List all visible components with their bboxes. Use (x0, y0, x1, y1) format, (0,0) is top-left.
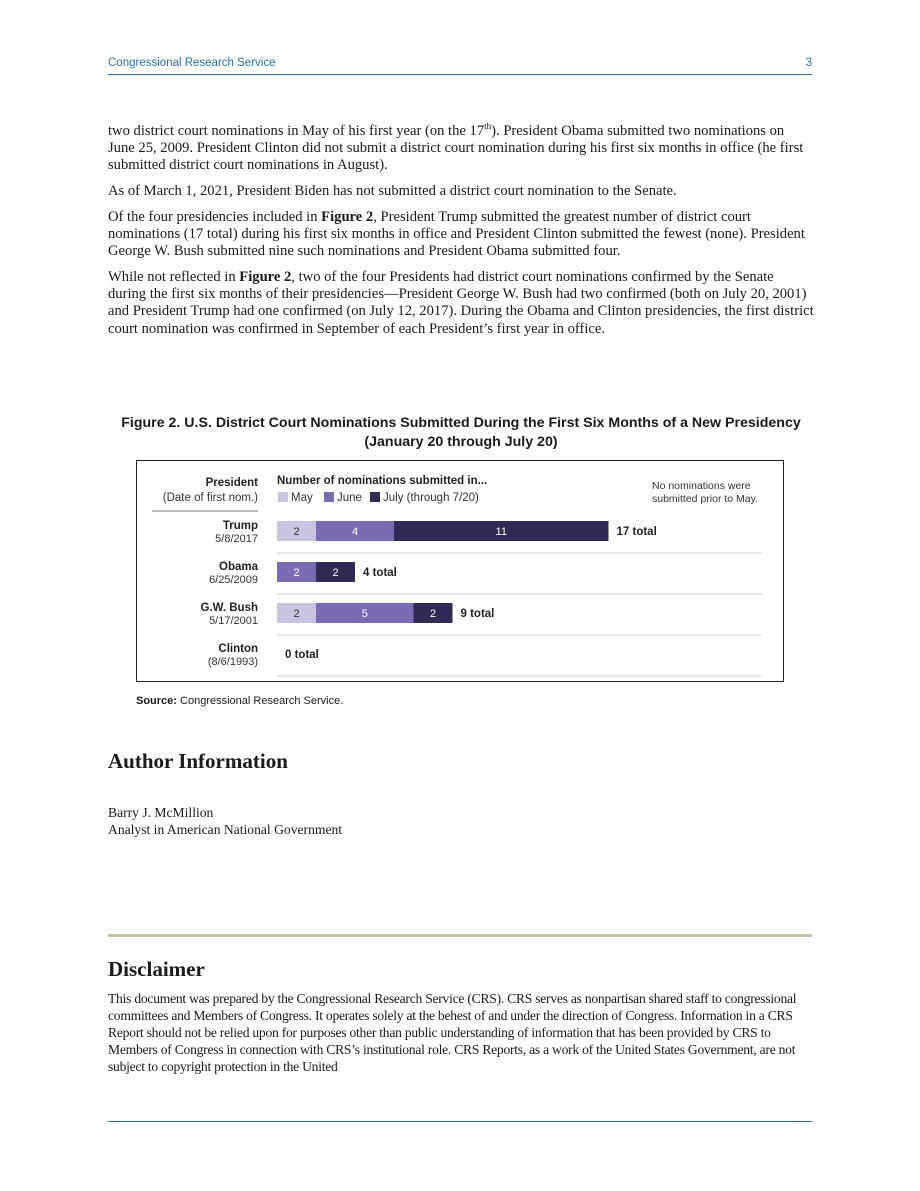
bar-value-label: 2 (293, 526, 300, 538)
paragraph-2: As of March 1, 2021, President Biden has not submitted a district court nomination to the Senate. (108, 183, 677, 200)
header-org: Congressional Research Service (108, 57, 276, 69)
row-date-label: 5/8/2017 (215, 533, 258, 545)
row-date-label: 5/17/2001 (209, 615, 258, 627)
chart-header-title: Number of nominations submitted in... (277, 475, 488, 487)
figure-ref[interactable]: Figure 2 (321, 208, 374, 225)
legend-swatch-1 (324, 492, 334, 502)
bar-value-label: 4 (351, 526, 359, 538)
row-president-label: Clinton (218, 643, 258, 655)
chart-frame (136, 460, 784, 682)
legend-label-1: June (337, 492, 362, 504)
author-title: Analyst in American National Government (108, 822, 343, 837)
row-date-label: (8/6/1993) (207, 656, 258, 668)
page-number: 3 (805, 57, 812, 69)
page-header (108, 57, 812, 75)
row-president-label: Obama (219, 561, 258, 573)
section-divider (108, 934, 812, 937)
bar-value-label: 11 (495, 526, 507, 538)
chart-header-president: President (205, 477, 258, 489)
paragraph-4: While not reflected in Figure 2, two of the four Presidents had district court nominations confirmed by the Senate during the first six months of their presidencies—President George W. Bush had two confirmed (both on July 20, 2001) and President Trump had one confirmed (on July 12, 2017). During the Obama and Clinton presidencies, the first district court nomination was confirmed in September of each President’s first year in office. (108, 268, 814, 337)
paragraph-1: two district court nominations in May of his first year (on the 17th). President Obama submitted two nominations on June 25, 2009. President Clinton did not submit a district court nomination during his first six months in office (he first submitted district court nominations in August). (108, 121, 804, 174)
chart-header-date: (Date of first nom.) (162, 492, 258, 504)
figure-title: Figure 2. U.S. District Court Nominations Submitted During the First Six Months of a New Presidency (January 20 through July 20) (121, 415, 801, 450)
legend-label-2: July (through 7/20) (383, 492, 479, 504)
bar-value-label: 2 (293, 608, 300, 620)
paragraph-3: Of the four presidencies included in Figure 2, President Trump submitted the greatest number of district court nominations (17 total) during his first six months in office and President Clinton submitted the fewest (none). President George W. Bush submitted nine such nominations and President Obama submitted four. (108, 208, 805, 260)
legend-swatch-2 (370, 492, 380, 502)
author-name: Barry J. McMillion (108, 805, 214, 820)
figure-ref[interactable]: Figure 2 (239, 268, 292, 285)
author-heading: Author Information (108, 749, 288, 773)
chart-note-line1: No nominations were (652, 480, 751, 492)
row-total-label: 9 total (460, 608, 495, 620)
disclaimer-text: This document was prepared by the Congressional Research Service (CRS). CRS serves as nonpartisan shared staff to congressional committees and Members of Congress. It operates solely at the behest of and under the direction of Congress. Information in a CRS Report should not be relied upon for purposes other than public understanding of information that has been provided by CRS to Members of Congress in connection with CRS’s institutional role. CRS Reports, as a work of the United States Government, are not subject to copyright protection in the United (108, 991, 797, 1074)
bar-value-label: 2 (293, 567, 300, 579)
legend-swatch-0 (278, 492, 288, 502)
nominations-chart (137, 461, 782, 680)
bar-value-label: 5 (361, 608, 368, 620)
row-date-label: 6/25/2009 (209, 574, 258, 586)
body-text (108, 123, 814, 346)
row-total-label: 0 total (285, 649, 319, 661)
bar-value-label: 2 (429, 608, 437, 620)
row-president-label: G.W. Bush (200, 602, 258, 614)
row-total-label: 17 total (616, 526, 657, 538)
legend-label-0: May (291, 492, 313, 504)
row-total-label: 4 total (363, 567, 397, 579)
chart-note-line2: submitted prior to May. (652, 493, 759, 505)
bar-value-label: 2 (332, 567, 339, 579)
figure-source: Source: Congressional Research Service. (136, 695, 344, 707)
row-president-label: Trump (222, 520, 258, 532)
author-block (108, 804, 342, 838)
footer-rule (108, 1121, 812, 1122)
disclaimer-heading: Disclaimer (108, 957, 205, 981)
